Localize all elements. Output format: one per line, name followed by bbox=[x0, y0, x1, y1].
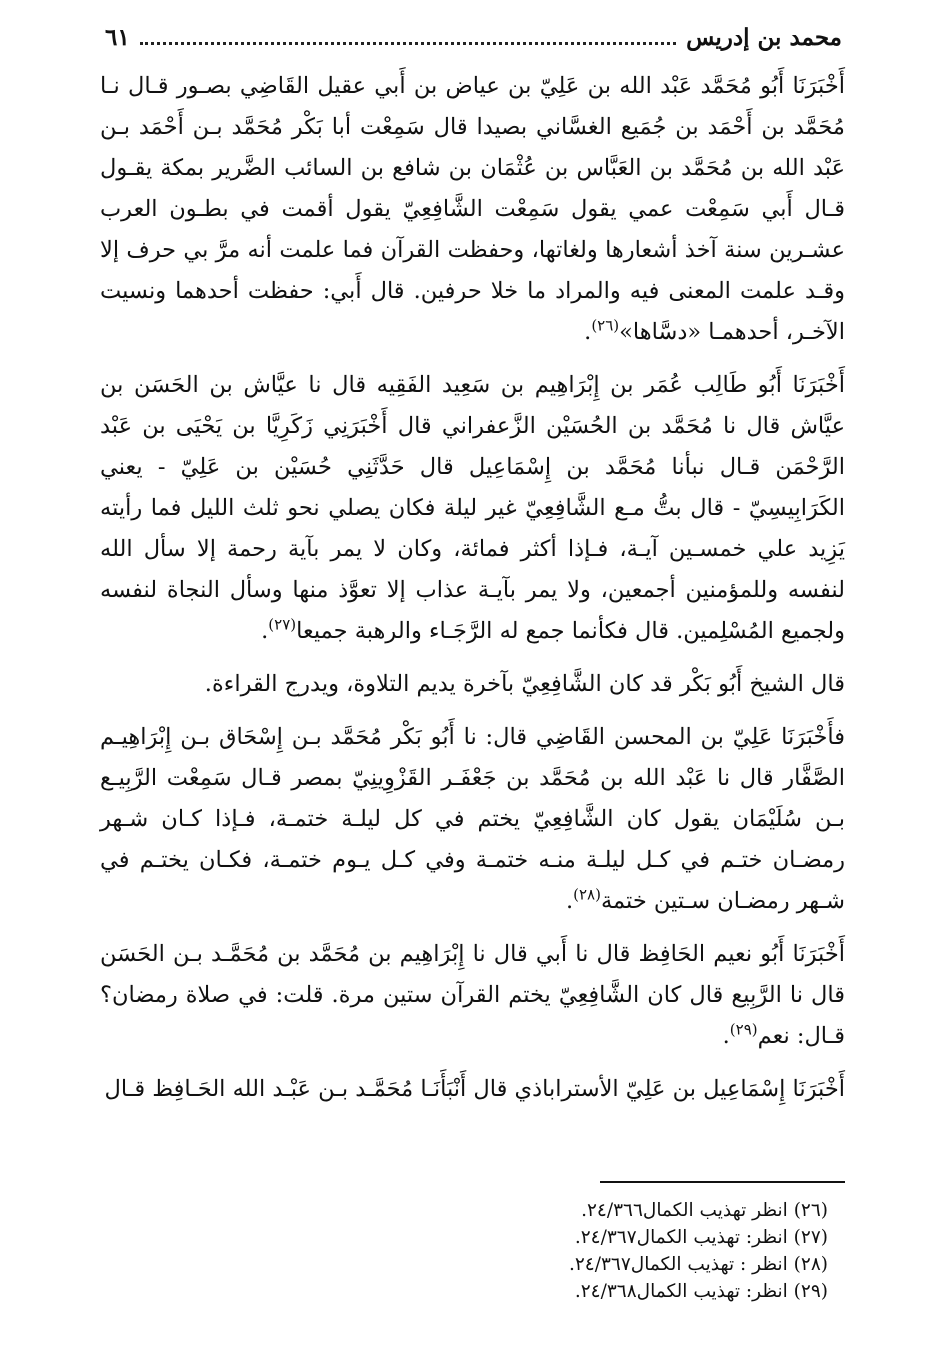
paragraph-4 bbox=[100, 717, 845, 922]
footnote-28: (٢٨) انظر : تهذيب الكمال٢٤/٣٦٧. bbox=[568, 1254, 828, 1275]
paragraph-2 bbox=[100, 365, 845, 652]
footnote-ref: (٢٦) bbox=[591, 316, 620, 335]
footnote-26: (٢٦) انظر تهذيب الكمال٢٤/٣٦٦. bbox=[581, 1200, 828, 1221]
page-number: ٦١ bbox=[105, 24, 130, 51]
paragraph-text: فأَخْبَرَنَا عَلِيّ بن المحسن القَاضِي قال: نا أَبُو بَكْر مُحَمَّد بـن إِسْحَاق بـن إِبْرَاهِيـم الصَّفَّار قال نا عَبْد الله بن مُحَمَّد بن جَعْفَـر القَزْوِينِيّ بمصر قـال سَمِعْت الرَّبِيـع بـن سُلَيْمَان يقول كان الشَّافِعِيّ يختم في كل ليلـة ختمـة، فـإذا كـان شـهر رمضـان ختـم في كـل ليلـة منـه ختمـة وفي كـل يـوم ختمـة، فكـان يختـم في شـهر رمضـان سـتين ختمة bbox=[100, 724, 845, 914]
paragraph-text: أَخْبَرَنَا أَبُو مُحَمَّد عَبْد الله بن عَلِيّ بن عياض بن أَبي عقيل القَاضِي بصـور قـال نـا مُحَمَّد بن أَحْمَد بن جُمَيع الغسَّاني بصيدا قال سَمِعْت أبا بَكْر مُحَمَّد بـن أَحْمَد بـن عَبْد الله بن مُحَمَّد بن العَبَّاس بن عُثْمَان بن شافع بن السائب الضَّرير بمكة يقـول قـال أَبي سَمِعْت عمي يقول سَمِعْت الشَّافِعِيّ يقول أقمت في بطـون العرب عشـرين سنة آخذ أشعارها ولغاتها، وحفظت القرآن فما علمت أنه مرَّ بي حرف إلا وقـد علمت المعنى فيه والمراد ما خلا حرفين. قال أَبي: حفظت أحدهما ونسيت الآخـر، أحدهمـا «دسَّاها» bbox=[100, 73, 845, 345]
footnote-divider bbox=[600, 1181, 845, 1183]
leader-dots bbox=[140, 26, 676, 45]
footnotes bbox=[428, 1197, 828, 1305]
paragraph-end: . bbox=[584, 319, 592, 345]
paragraph-text: أَخْبَرَنَا أَبُو طَالِب عُمَر بن إِبْرَاهِيم بن سَعِيد الفَقِيه قال نا عيَّاش بن الحَسَن بن عيَّاش قال نا مُحَمَّد بن الحُسَيْن الزَّعفراني قال أَخْبَرَنِي زَكَرِيَّا بن يَحْيَى بن عَبْد الرَّحْمَن قـال نبأنا مُحَمَّد بن إِسْمَاعِيل قال حَدَّثَنِي حُسَيْن بن عَلِيّ - يعني الكَرَابِيسِيّ - قال بتُّ مـع الشَّافِعِيّ غير ليلة فكان يصلي نحو ثلث الليل فما رأيته يَزِيد علي خمسـين آيـة، فـإذا أكثر فمائة، وكان لا يمر بآية رحمة إلا سأل الله لنفسه وللمؤمنين أجمعين، ولا يمر بآيـة عذاب إلا تعوَّذ منها وسأل النجاة لنفسه ولجميع المُسْلِمين. قال فكأنما جمع له الرَّجَـاء والرهبة جميعا bbox=[100, 372, 845, 644]
paragraph-text: أَخْبَرَنَا أَبُو نعيم الحَافِظ قال نا أَبي قال نا إِبْرَاهِيم بن مُحَمَّد بن مُحَمَّـد بـن الحَسَن قال نا الرَّبِيع قال كان الشَّافِعِيّ يختم القرآن ستين مرة. قلت: في صلاة رمضان؟ قـال: نعم bbox=[100, 941, 845, 1049]
paragraph-text: أَخْبَرَنَا إِسْمَاعِيل بن عَلِيّ الأستراباذي قال أَنْبَأَنَـا مُحَمَّـد بـن عَبْـد الله الحَـافِظ قـال bbox=[104, 1076, 845, 1102]
paragraph-1 bbox=[100, 66, 845, 353]
paragraph-end: . bbox=[261, 618, 269, 644]
paragraph-3 bbox=[100, 664, 845, 705]
paragraph-text: قال الشيخ أَبُو بَكْر قد كان الشَّافِعِيّ بآخرة يديم التلاوة، ويدرج القراءة. bbox=[204, 671, 845, 697]
paragraph-end: . bbox=[565, 888, 574, 914]
paragraph-6 bbox=[100, 1069, 845, 1110]
footnote-ref: (٢٨) bbox=[573, 885, 601, 904]
running-head bbox=[105, 24, 842, 58]
footnote-29: (٢٩) انظر: تهذيب الكمال٢٤/٣٦٨. bbox=[574, 1281, 828, 1302]
main-text bbox=[100, 66, 845, 1122]
footnote-ref: (٢٩) bbox=[729, 1020, 758, 1039]
paragraph-5 bbox=[100, 934, 845, 1057]
footnote-ref: (٢٧) bbox=[268, 615, 297, 634]
running-head-title: محمد بن إدريس bbox=[686, 24, 842, 51]
paragraph-end: . bbox=[722, 1023, 730, 1049]
footnote-27: (٢٧) انظر: تهذيب الكمال٢٤/٣٦٧. bbox=[574, 1227, 828, 1248]
